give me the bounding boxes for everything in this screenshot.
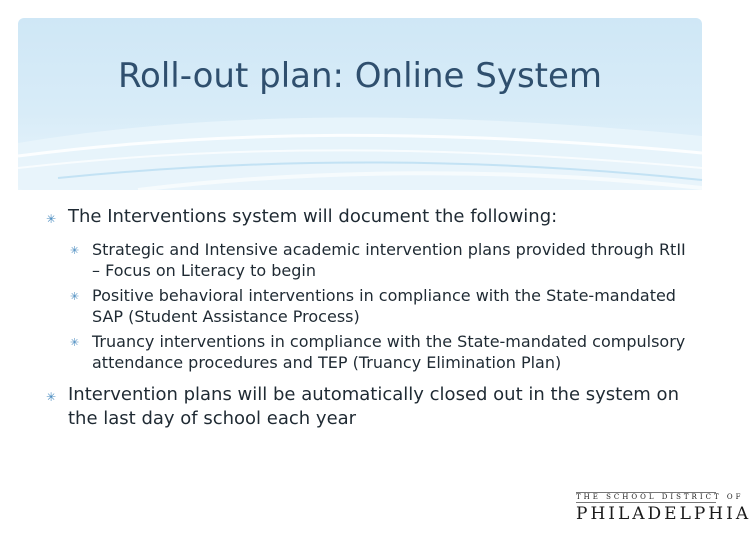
school-district-logo	[576, 492, 751, 526]
list-item	[70, 239, 696, 281]
logo-main-text: PHILADELPHIA	[576, 504, 751, 524]
sub-bullet-text: Strategic and Intensive academic intervention plans provided through RtII – Focus on Literacy to begin	[92, 240, 686, 280]
list-item	[46, 205, 696, 229]
slide-title: Roll-out plan: Online System	[117, 56, 603, 96]
wave-decoration	[18, 18, 702, 190]
sub-bullet-text: Truancy interventions in compliance with the State-mandated compulsory attendance procedures and TEP (Truancy Elimination Plan)	[92, 332, 686, 372]
bullet-star-icon: ✳	[46, 212, 57, 226]
logo-top-line: THE SCHOOL DISTRICT OF	[576, 493, 744, 501]
bullet-star-icon: ✳	[46, 390, 57, 404]
sub-bullet-text: Positive behavioral interventions in compliance with the State-mandated SAP (Student Assistance Process)	[92, 286, 676, 326]
bullet-text: Intervention plans will be automatically closed out in the system on the last day of school each year	[68, 384, 679, 429]
list-item	[70, 285, 696, 327]
bullet-star-icon: ✳	[70, 336, 80, 349]
title-banner	[18, 18, 702, 190]
bullet-star-icon: ✳	[70, 290, 80, 303]
bullet-list	[46, 205, 696, 441]
list-item	[70, 331, 696, 373]
bullet-text: The Interventions system will document the following:	[68, 206, 558, 227]
bullet-star-icon: ✳	[70, 244, 80, 257]
list-item	[46, 383, 696, 431]
